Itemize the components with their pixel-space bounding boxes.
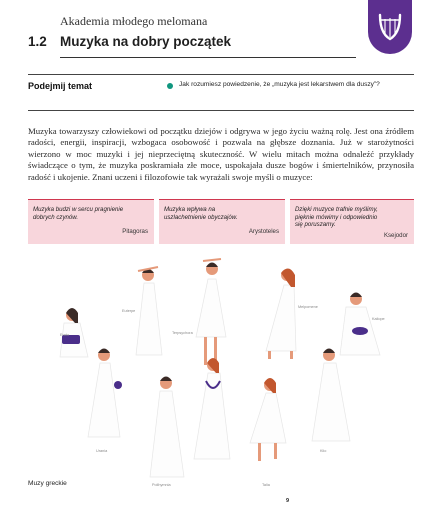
quote-line: pięknie mówimy i odpowiednio	[295, 213, 378, 221]
muses-illustration	[40, 255, 400, 495]
quote-line: Muzyka wpływa na	[164, 206, 216, 213]
muse-label: Talia	[262, 483, 270, 487]
quote-text	[164, 206, 238, 221]
muse-figure	[312, 349, 350, 442]
illustration-caption: Muzy greckie	[28, 480, 67, 487]
muse-figure	[266, 268, 296, 359]
muse-label: Melpomene	[298, 305, 318, 309]
muse-label: Klio	[320, 449, 327, 453]
title-divider	[60, 57, 356, 58]
quote-line: uszlachetnienie obyczajów.	[164, 213, 238, 221]
quote-text	[295, 206, 378, 229]
quote-line: Dzięki muzyce trafnie myślimy,	[295, 206, 378, 213]
section-rule-top	[28, 74, 414, 75]
muse-label: Euterpe	[122, 309, 136, 313]
muse-label: Polihymnia	[152, 483, 171, 487]
discussion-question: Jak rozumiesz powiedzenie, że „muzyka jest lekarstwem dla duszy”?	[179, 81, 380, 88]
section-rule-bottom	[28, 110, 414, 111]
section-label: Podejmij temat	[28, 81, 93, 91]
quote-box-2	[159, 199, 285, 244]
chapter-badge	[368, 0, 412, 54]
series-header: Akademia młodego melomana	[60, 14, 208, 28]
muse-figure	[88, 349, 122, 438]
lesson-title: Muzyka na dobry początek	[60, 34, 232, 49]
lyre-icon	[376, 13, 404, 43]
quote-author: Pitagoras	[122, 228, 148, 235]
intro-paragraph: Muzyka towarzyszy człowiekowi od początku dziejów i odgrywa w jego życiu ważną rolę. Jest ona źródłem radości, energii, inspiracji, wzbogaca osobowość i pozwala na głębsze doznania. Już w starożytności wierzono w moc muzyki i jej nieprzeciętną skuteczność. W wielu mitach można odnaleźć przykłady świadczące o tym, że muzyka poskramiała złe moce, uspokajała dusze bogów i śmiertelników, przynosiła radość i ukojenie. Znani uczeni i filozofowie tak wyrażali swoje myśli o muzyce:	[28, 126, 414, 182]
quote-box-1	[28, 199, 154, 244]
quote-line: dobrych czynów.	[33, 213, 79, 221]
muse-figure	[136, 267, 162, 355]
quote-text	[33, 206, 123, 221]
muse-figure	[150, 377, 184, 478]
muse-label: Terpsychora	[172, 331, 193, 335]
quote-author: Arystoteles	[248, 228, 279, 235]
page-number: 9	[286, 498, 290, 504]
muse-figure	[250, 378, 286, 461]
muse-figure	[196, 259, 226, 365]
quote-author: Ksejodor	[383, 232, 408, 239]
lesson-number: 1.2	[28, 34, 47, 49]
muse-label: Kaliope	[372, 317, 385, 321]
quote-box-3	[290, 199, 414, 244]
muses-figures	[40, 255, 400, 495]
muse-figure	[340, 293, 380, 356]
muse-label: Erato	[60, 333, 70, 337]
bullet-dot	[167, 83, 173, 89]
quote-line: Muzyka budzi w sercu pragnienie	[33, 206, 124, 213]
quote-line: się poruszamy.	[295, 221, 336, 229]
muse-label: Urania	[96, 449, 108, 453]
muse-figure	[194, 358, 230, 459]
